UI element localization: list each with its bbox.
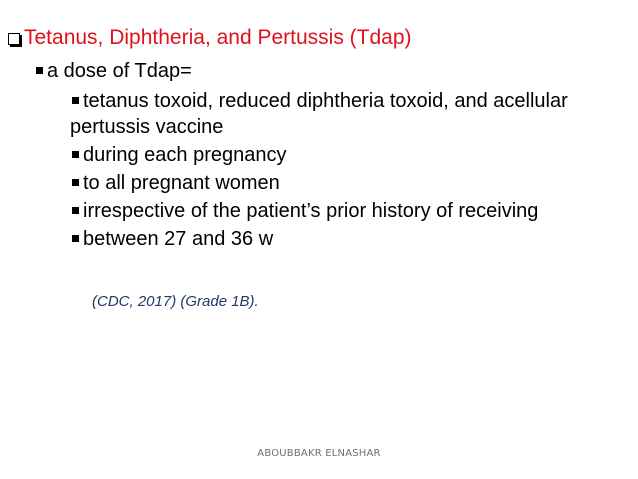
list-item-text: tetanus toxoid, reduced diphtheria toxoid, and acellular pertussis vaccine [70,90,568,138]
bullet-level1-text: a dose of Tdap= [47,60,192,82]
list-item-text: during each pregnancy [83,144,287,166]
list-item-text: between 27 and 36 w [83,228,274,250]
citation: (CDC, 2017) (Grade 1B). [92,293,259,310]
slide-heading [6,25,412,51]
square-bullet-icon [72,207,79,214]
square-bullet-icon [72,97,79,104]
list-item-text: to all pregnant women [83,172,280,194]
list-item [70,88,610,140]
square-bullet-icon [72,235,79,242]
square-bullet-icon [72,179,79,186]
checkbox-bullet-icon [8,33,20,45]
list-item [70,142,610,168]
list-item [70,170,610,196]
slide-footer: ABOUBBAKR ELNASHAR [257,448,381,459]
list-item [70,198,610,224]
list-item [70,226,610,252]
square-bullet-icon [72,151,79,158]
heading-text: Tetanus, Diphtheria, and Pertussis (Tdap) [24,26,412,49]
bullet-level1 [36,58,192,84]
square-bullet-icon [36,67,43,74]
list-item-text: irrespective of the patient’s prior history of receiving [83,200,539,222]
bullet-list-level2 [70,88,610,254]
